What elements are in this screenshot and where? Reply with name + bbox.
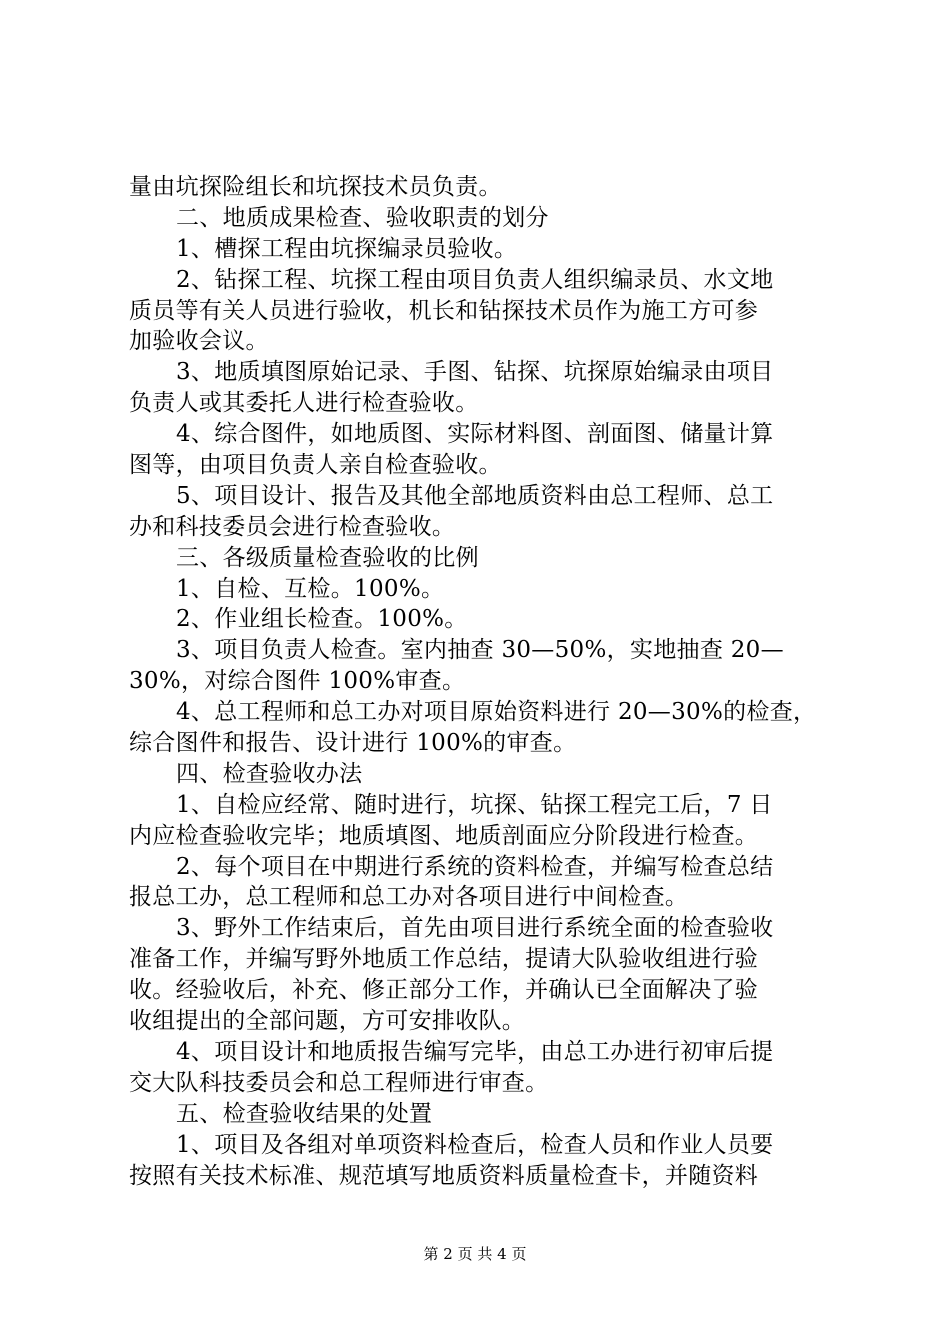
text-line: 3、野外工作结束后，首先由项目进行系统全面的检查验收 xyxy=(176,915,774,942)
text-line: 图等，由项目负责人亲自检查验收。 xyxy=(129,452,502,479)
page-footer: 第 2 页 共 4 页 xyxy=(423,1245,527,1263)
text-line: 1、自检、互检。100%。 xyxy=(176,575,445,602)
text-line: 五、检查验收结果的处置 xyxy=(176,1100,433,1127)
text-line: 加验收会议。 xyxy=(129,328,269,355)
text-line: 3、项目负责人检查。室内抽查 30—50%，实地抽查 20— xyxy=(176,637,784,664)
text-line: 5、项目设计、报告及其他全部地质资料由总工程师、总工 xyxy=(176,482,774,509)
text-line: 四、检查验收办法 xyxy=(176,760,363,787)
text-line: 收。经验收后，补充、修正部分工作，并确认已全面解决了验 xyxy=(129,977,759,1004)
text-line: 4、综合图件，如地质图、实际材料图、剖面图、储量计算 xyxy=(176,421,774,448)
text-line: 内应检查验收完毕；地质填图、地质剖面应分阶段进行检查。 xyxy=(129,822,759,849)
text-line: 准备工作，并编写野外地质工作总结，提请大队验收组进行验 xyxy=(129,946,759,973)
text-line: 30%，对综合图件 100%审查。 xyxy=(129,668,466,695)
text-line: 2、钻探工程、坑探工程由项目负责人组织编录员、水文地 xyxy=(176,266,774,293)
text-line: 4、项目设计和地质报告编写完毕，由总工办进行初审后提 xyxy=(176,1038,774,1065)
text-line: 收组提出的全部问题，方可安排收队。 xyxy=(129,1008,526,1035)
text-line: 1、槽探工程由坑探编录员验收。 xyxy=(176,235,518,262)
text-line: 1、项目及各组对单项资料检查后，检查人员和作业人员要 xyxy=(176,1131,774,1158)
text-line: 二、地质成果检查、验收职责的划分 xyxy=(176,204,549,231)
text-line: 3、地质填图原始记录、手图、钻探、坑探原始编录由项目 xyxy=(176,359,774,386)
text-line: 负责人或其委托人进行检查验收。 xyxy=(129,390,479,417)
text-line: 质员等有关人员进行验收，机长和钻探技术员作为施工方可参 xyxy=(129,297,759,324)
text-line: 三、各级质量检查验收的比例 xyxy=(176,544,479,571)
document-body xyxy=(129,172,839,1191)
text-line: 报总工办，总工程师和总工办对各项目进行中间检查。 xyxy=(129,884,689,911)
text-line: 1、自检应经常、随时进行，坑探、钻探工程完工后，7 日 xyxy=(176,791,773,818)
text-line: 4、总工程师和总工办对项目原始资料进行 20—30%的检查， xyxy=(176,699,817,726)
text-line: 2、每个项目在中期进行系统的资料检查，并编写检查总结 xyxy=(176,853,774,880)
text-line: 综合图件和报告、设计进行 100%的审查。 xyxy=(129,730,577,757)
text-line: 办和科技委员会进行检查验收。 xyxy=(129,513,456,540)
text-line: 2、作业组长检查。100%。 xyxy=(176,606,468,633)
text-line: 量由坑探险组长和坑探技术员负责。 xyxy=(129,174,502,200)
text-line: 按照有关技术标准、规范填写地质资料质量检查卡，并随资料 xyxy=(129,1162,759,1189)
text-line: 交大队科技委员会和总工程师进行审查。 xyxy=(129,1069,549,1096)
